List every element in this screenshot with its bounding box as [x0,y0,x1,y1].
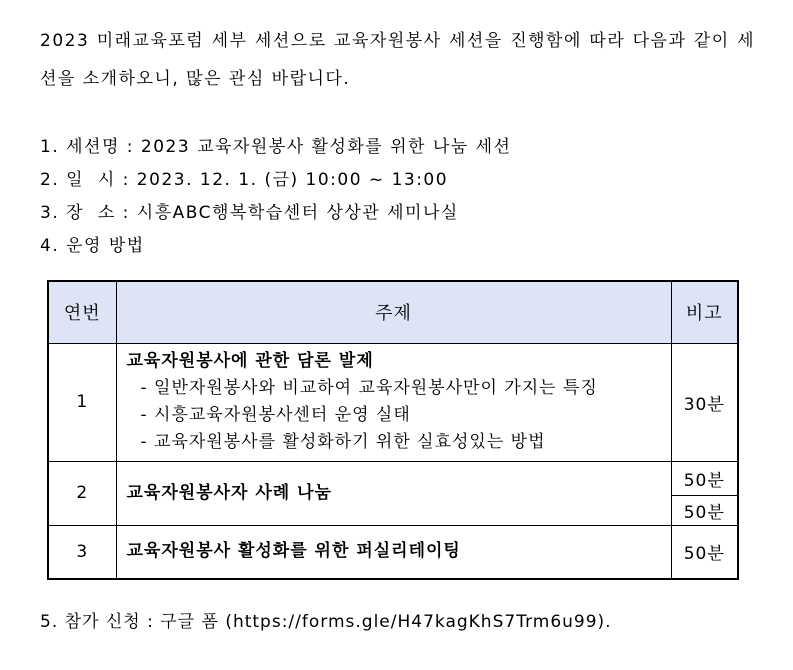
registration-line: 5. 참가 신청 : 구글 폼 (https://forms.gle/H47kagKhS7Trm6u99). [40,612,612,632]
topic-title: 교육자원봉사자 사례 나눔 [126,482,332,503]
intro-paragraph: 2023 미래교육포럼 세부 세션으로 교육자원봉사 세션을 진행함에 따라 다음과 같이 세션을 소개하오니, 많은 관심 바랍니다. [40,31,755,89]
table-row [48,461,738,495]
row-number: 1 [48,343,116,461]
row-topic-cell [116,525,671,579]
row-note: 50분 [671,525,738,579]
topic-detail: - 교육자원봉사를 활성화하기 위한 실효성있는 방법 [140,432,546,452]
row-topic-cell [116,461,671,525]
row-number: 2 [48,461,116,525]
row-topic-cell [116,343,671,461]
row-note: 50분 [671,461,738,495]
table-row [48,525,738,579]
session-place-line: 3. 장 소 : 시흥ABC행복학습센터 상상관 세미나실 [40,203,459,223]
column-header-topic: 주제 [116,281,671,343]
session-method-line: 4. 운영 방법 [40,236,145,256]
session-schedule-table [47,280,739,580]
session-name-line: 1. 세션명 : 2023 교육자원봉사 활성화를 위한 나눔 세션 [40,137,512,157]
column-header-number: 연번 [48,281,116,343]
topic-title: 교육자원봉사 활성화를 위한 퍼실리테이팅 [126,541,461,562]
table-header-row [48,281,738,343]
row-note: 30분 [671,343,738,461]
topic-detail: - 시흥교육자원봉사센터 운영 실태 [140,405,411,425]
row-number: 3 [48,525,116,579]
table-row [48,343,738,461]
session-info-list [40,131,755,263]
topic-title: 교육자원봉사에 관한 담론 발제 [126,351,374,371]
session-date-line: 2. 일 시 : 2023. 12. 1. (금) 10:00 ~ 13:00 [40,170,449,190]
column-header-note: 비고 [671,281,738,343]
topic-detail: - 일반자원봉사와 비교하여 교육자원봉사만이 가지는 특징 [140,378,598,398]
row-note: 50분 [671,495,738,525]
